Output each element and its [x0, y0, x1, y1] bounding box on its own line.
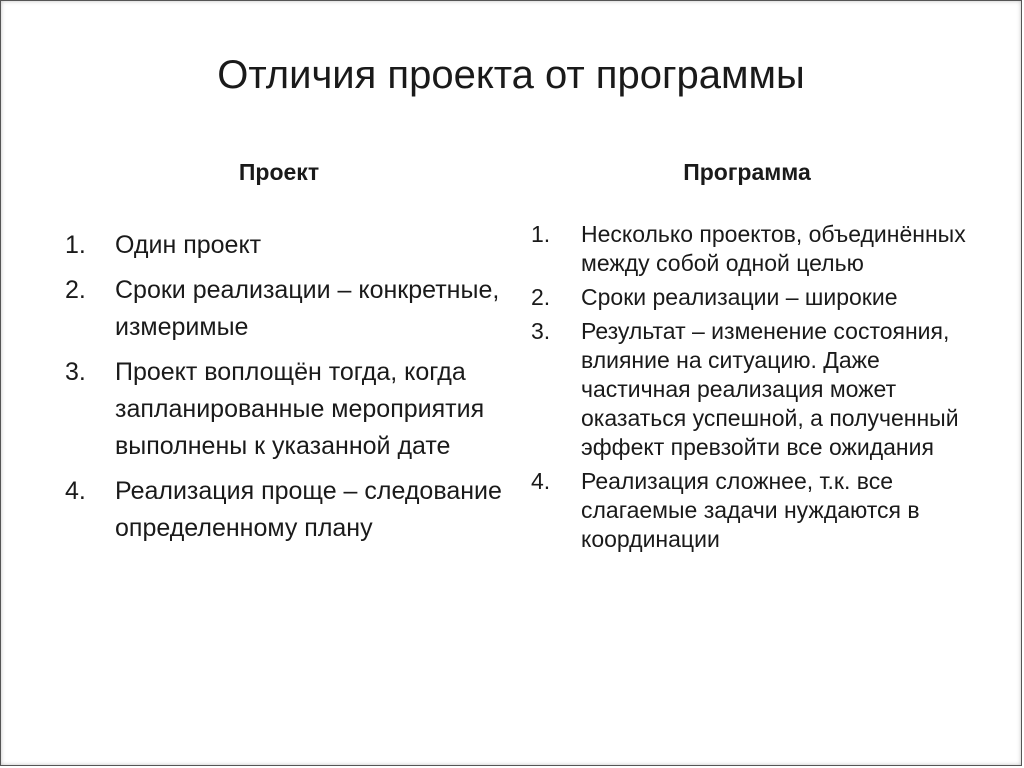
- list-item-text: Реализация сложнее, т.к. все слагаемые задачи нуждаются в координации: [581, 468, 920, 552]
- project-list-item: [65, 227, 505, 264]
- list-item-number: 2.: [531, 284, 551, 310]
- list-item-text: Сроки реализации – конкретные, измеримые: [115, 276, 500, 341]
- program-list-item: [531, 317, 991, 462]
- list-item-text: Один проект: [115, 231, 262, 259]
- list-item-number: 4.: [531, 468, 551, 494]
- list-item-number: 1.: [531, 221, 551, 247]
- list-item-number: 1.: [65, 231, 86, 259]
- list-item-text: Несколько проектов, объединённых между собой одной целью: [581, 221, 966, 276]
- program-list: [531, 220, 991, 559]
- list-item-number: 2.: [65, 276, 86, 304]
- program-list-item: [531, 467, 991, 554]
- project-column-heading: Проект: [238, 159, 320, 185]
- list-item-text: Проект воплощён тогда, когда запланированные мероприятия выполнены к указанной дате: [115, 358, 485, 460]
- project-list: [65, 227, 505, 555]
- list-item-text: Реализация проще – следование определенному плану: [115, 477, 502, 542]
- project-list-item: [65, 473, 505, 547]
- project-list-item: [65, 272, 505, 346]
- list-item-text: Сроки реализации – широкие: [581, 284, 898, 310]
- list-item-number: 4.: [65, 477, 86, 505]
- program-list-item: [531, 283, 991, 312]
- list-item-number: 3.: [531, 318, 551, 344]
- slide-title: Отличия проекта от программы: [217, 53, 805, 97]
- program-column-heading: Программа: [683, 159, 811, 185]
- list-item-number: 3.: [65, 358, 86, 386]
- project-list-item: [65, 354, 505, 465]
- program-list-item: [531, 220, 991, 278]
- list-item-text: Результат – изменение состояния, влияние на ситуацию. Даже частичная реализация может оказаться успешной, а полученный эффект превзойти все ожидания: [581, 318, 959, 460]
